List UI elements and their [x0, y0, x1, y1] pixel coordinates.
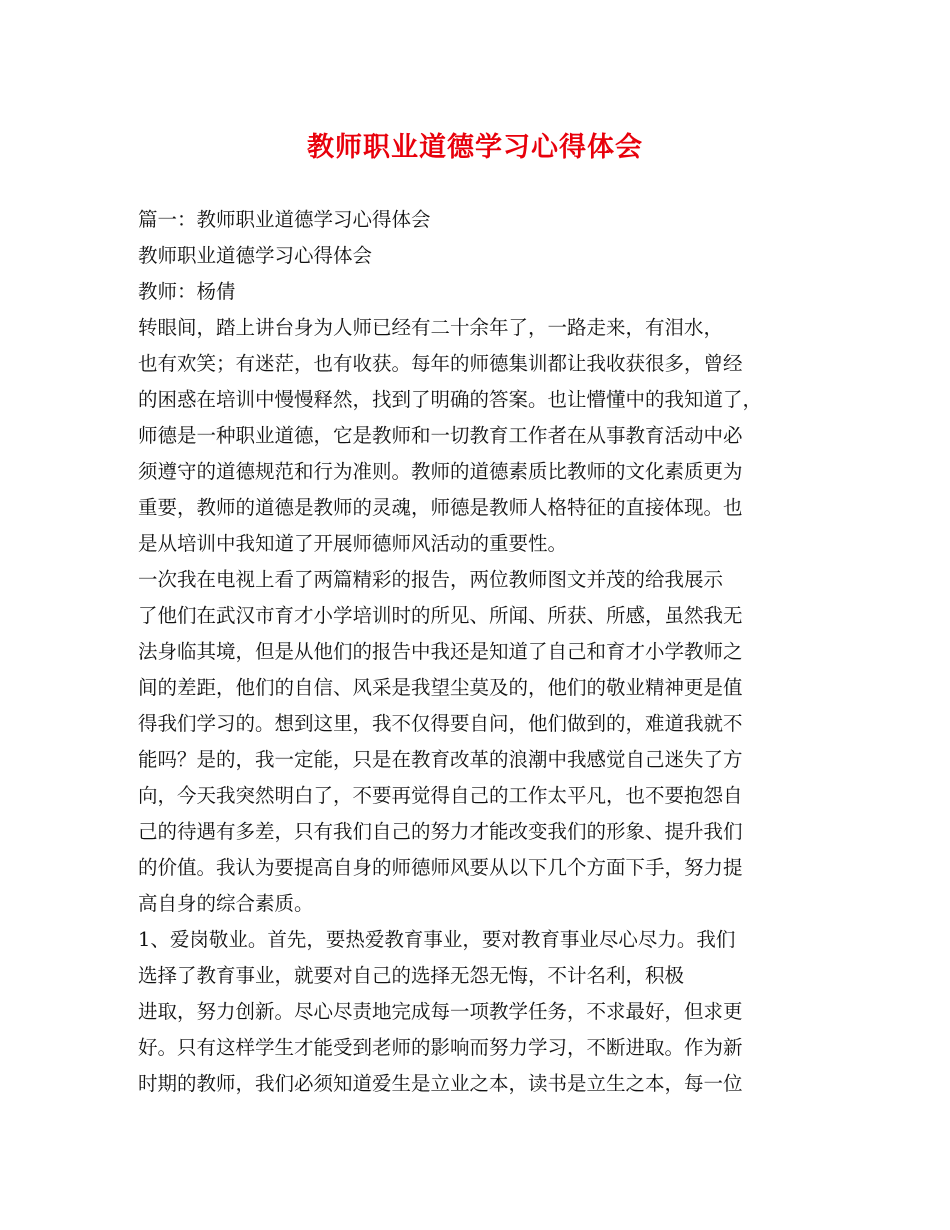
text-line: 间的差距，他们的自信、风采是我望尘莫及的，他们的敬业精神更是值 — [138, 676, 743, 699]
text-line: 了他们在武汉市育才小学培训时的所见、所闻、所获、所感，虽然我无 — [138, 604, 743, 627]
text-line: 篇一：教师职业道德学习心得体会 — [138, 208, 431, 231]
text-line: 己的待遇有多差，只有我们自己的努力才能改变我们的形象、提升我们 — [138, 820, 743, 843]
document-title: 教师职业道德学习心得体会 — [307, 132, 643, 163]
text-line: 教师：杨倩 — [138, 280, 236, 303]
text-line: 重要，教师的道德是教师的灵魂，师德是教师人格特征的直接体现。也 — [138, 496, 743, 519]
text-line: 法身临其境，但是从他们的报告中我还是知道了自己和育才小学教师之 — [138, 640, 743, 663]
text-line: 向，今天我突然明白了，不要再觉得自己的工作太平凡，也不要抱怨自 — [138, 784, 743, 807]
text-line: 也有欢笑；有迷茫，也有收获。每年的师德集训都让我收获很多，曾经 — [138, 352, 743, 375]
document-body — [138, 202, 818, 1102]
text-line: 的价值。我认为要提高自身的师德师风要从以下几个方面下手，努力提 — [138, 856, 743, 879]
text-line: 能吗？是的，我一定能，只是在教育改革的浪潮中我感觉自己迷失了方 — [138, 748, 743, 771]
text-line: 是从培训中我知道了开展师德师风活动的重要性。 — [138, 532, 568, 555]
text-line: 选择了教育事业，就要对自己的选择无怨无悔，不计名利，积极 — [138, 964, 685, 987]
text-line: 转眼间，踏上讲台身为人师已经有二十余年了，一路走来，有泪水， — [138, 316, 724, 339]
text-line: 高自身的综合素质。 — [138, 892, 314, 915]
text-line: 一次我在电视上看了两篇精彩的报告，两位教师图文并茂的给我展示 — [138, 568, 724, 591]
text-line: 好。只有这样学生才能受到老师的影响而努力学习，不断进取。作为新 — [138, 1036, 743, 1059]
text-line: 1、爱岗敬业。首先，要热爱教育事业，要对教育事业尽心尽力。我们 — [138, 928, 736, 951]
text-line: 得我们学习的。想到这里，我不仅得要自问，他们做到的，难道我就不 — [138, 712, 743, 735]
text-line: 教师职业道德学习心得体会 — [138, 244, 373, 267]
text-line: 进取，努力创新。尽心尽责地完成每一项教学任务，不求最好，但求更 — [138, 1000, 743, 1023]
text-line: 须遵守的道德规范和行为准则。教师的道德素质比教师的文化素质更为 — [138, 460, 743, 483]
text-line: 时期的教师，我们必须知道爱生是立业之本，读书是立生之本，每一位 — [138, 1072, 743, 1095]
text-line: 师德是一种职业道德，它是教师和一切教育工作者在从事教育活动中必 — [138, 424, 743, 447]
text-line: 的困惑在培训中慢慢释然，找到了明确的答案。也让懵懂中的我知道了， — [138, 388, 763, 411]
